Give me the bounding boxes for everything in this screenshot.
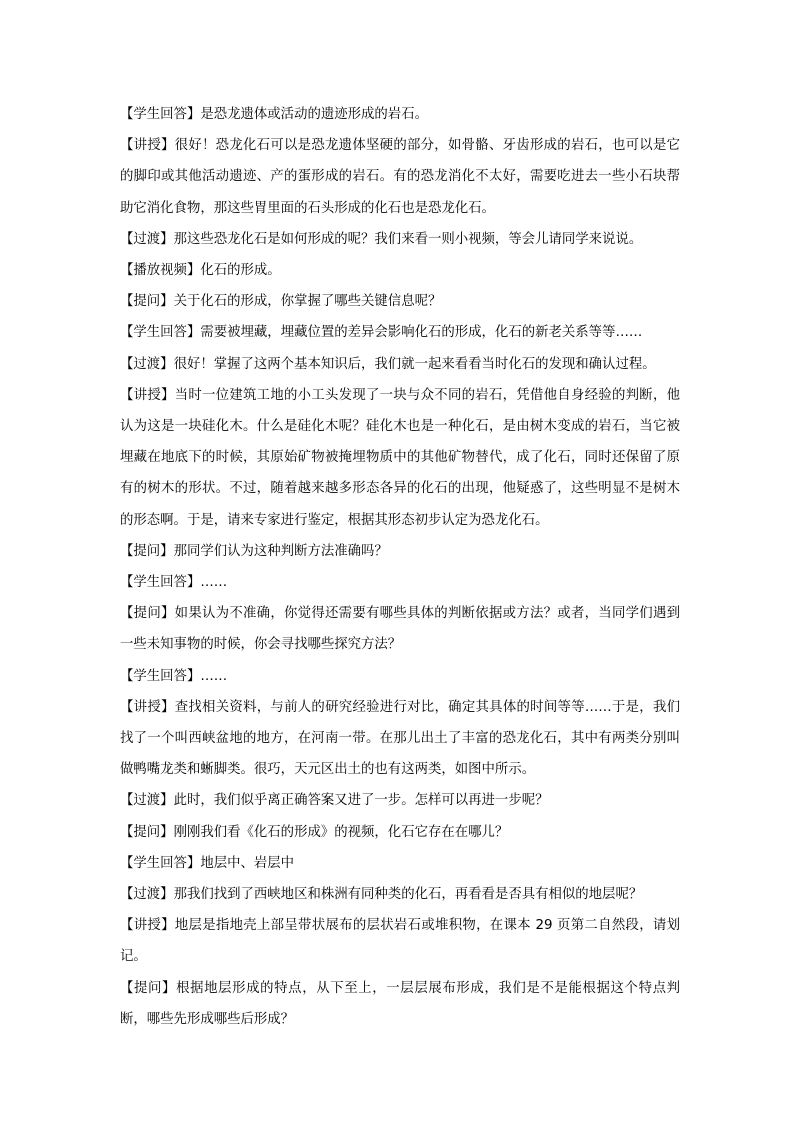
paragraph-text: 地层中、岩层中 bbox=[200, 855, 295, 871]
paragraph-text: …… bbox=[200, 668, 228, 684]
paragraph-tag: 【提问】 bbox=[120, 294, 174, 310]
paragraph-text: 很好！掌握了这两个基本知识后，我们就一起来看看当时化石的发现和确认过程。 bbox=[173, 356, 656, 372]
paragraph-tag: 【学生回答】 bbox=[120, 668, 201, 684]
paragraph-transition-2 bbox=[120, 349, 680, 380]
paragraph-student-answer-4 bbox=[120, 661, 680, 692]
lesson-transcript bbox=[120, 99, 680, 1035]
paragraph-student-answer-1 bbox=[120, 99, 680, 130]
paragraph-student-answer-3 bbox=[120, 567, 680, 598]
paragraph-play-video bbox=[120, 255, 680, 286]
paragraph-text: 化石的形成。 bbox=[200, 263, 281, 279]
paragraph-tag: 【提问】 bbox=[120, 824, 174, 840]
paragraph-tag: 【学生回答】 bbox=[120, 855, 201, 871]
paragraph-question-3 bbox=[120, 598, 680, 660]
paragraph-question-4 bbox=[120, 817, 680, 848]
paragraph-text: …… bbox=[200, 575, 228, 591]
paragraph-tag: 【过渡】 bbox=[120, 356, 174, 372]
paragraph-tag: 【讲授】 bbox=[120, 699, 175, 715]
paragraph-tag: 【过渡】 bbox=[120, 887, 174, 903]
paragraph-text: 当时一位建筑工地的小工头发现了一块与众不同的岩石，凭借他自身经验的判断，他认为这是一块硅化木。什么是硅化木呢？硅化木也是一种化石，是由树木变成的岩石，当它被埋藏在地底下的时候，其原始矿物被掩埋物质中的其他矿物替代，成了化石，同时还保留了原有的树木的形状。不过，随着越来越多形态各异的化石的出现，他疑惑了，这些明显不是树木的形态啊。于是，请来专家进行鉴定，根据其形态初步认定为恐龙化石。 bbox=[120, 387, 681, 528]
paragraph-tag: 【讲授】 bbox=[120, 138, 175, 154]
paragraph-student-answer-2 bbox=[120, 317, 680, 348]
paragraph-lecture-4 bbox=[120, 910, 680, 972]
paragraph-text: 如果认为不准确，你觉得还需要有哪些具体的判断依据或方法？或者，当同学们遇到一些未知事物的时候，你会寻找哪些探究方法？ bbox=[120, 606, 681, 653]
paragraph-text: 根据地层形成的特点，从下至上，一层层展布形成，我们是不是能根据这个特点判断，哪些先形成哪些后形成？ bbox=[120, 980, 680, 1027]
paragraph-tag: 【学生回答】 bbox=[120, 107, 201, 122]
paragraph-lecture-1 bbox=[120, 130, 680, 224]
paragraph-tag: 【学生回答】 bbox=[120, 575, 201, 591]
paragraph-text: 是恐龙遗体或活动的遗迹形成的岩石。 bbox=[200, 107, 428, 122]
paragraph-lecture-3 bbox=[120, 692, 680, 786]
paragraph-text: 查找相关资料，与前人的研究经验进行对比，确定其具体的时间等等……于是，我们找了一个叫西峡盆地的地方，在河南一带。在那儿出土了丰富的恐龙化石，其中有两类分别叫做鸭嘴龙类和蜥脚类。很巧，天元区出土的也有这两类，如图中所示。 bbox=[120, 699, 681, 778]
paragraph-question-5 bbox=[120, 973, 680, 1035]
paragraph-text: 很好！恐龙化石可以是恐龙遗体坚硬的部分，如骨骼、牙齿形成的岩石，也可以是它的脚印或其他活动遗迹、产的蛋形成的岩石。有的恐龙消化不太好，需要吃进去一些小石块帮助它消化食物，那这些胃里面的石头形成的化石也是恐龙化石。 bbox=[120, 138, 681, 216]
paragraph-tag: 【过渡】 bbox=[120, 793, 174, 809]
paragraph-tag: 【提问】 bbox=[120, 543, 174, 559]
paragraph-text: 关于化石的形成，你掌握了哪些关键信息呢？ bbox=[173, 294, 442, 310]
paragraph-tag: 【提问】 bbox=[120, 606, 175, 622]
paragraph-tag: 【讲授】 bbox=[120, 918, 175, 934]
paragraph-transition-3 bbox=[120, 785, 680, 816]
paragraph-text: 那我们找到了西峡地区和株洲有同种类的化石，再看看是否具有相似的地层呢？ bbox=[173, 887, 643, 903]
paragraph-question-2 bbox=[120, 536, 680, 567]
paragraph-tag: 【播放视频】 bbox=[120, 263, 201, 279]
paragraph-question-1 bbox=[120, 286, 680, 317]
paragraph-tag: 【讲授】 bbox=[120, 387, 175, 403]
paragraph-tag: 【过渡】 bbox=[120, 231, 174, 247]
paragraph-lecture-2 bbox=[120, 380, 680, 536]
paragraph-text: 刚刚我们看《化石的形成》的视频，化石它存在在哪儿？ bbox=[173, 824, 509, 840]
paragraph-tag: 【提问】 bbox=[120, 980, 177, 996]
paragraph-text: 地层是指地壳上部呈带状展布的层状岩石或堆积物，在课本 29 页第二自然段，请划记。 bbox=[120, 918, 681, 965]
paragraph-tag: 【学生回答】 bbox=[120, 325, 201, 341]
paragraph-text: 此时，我们似乎离正确答案又进了一步。怎样可以再进一步呢？ bbox=[173, 793, 549, 809]
paragraph-student-answer-5 bbox=[120, 848, 680, 879]
paragraph-text: 那同学们认为这种判断方法准确吗？ bbox=[173, 543, 388, 559]
paragraph-text: 那这些恐龙化石是如何形成的呢？我们来看一则小视频，等会儿请同学来说说。 bbox=[173, 231, 643, 247]
paragraph-text: 需要被埋藏，埋藏位置的差异会影响化石的形成，化石的新老关系等等…… bbox=[200, 325, 643, 341]
paragraph-transition-4 bbox=[120, 879, 680, 910]
paragraph-transition-1 bbox=[120, 224, 680, 255]
